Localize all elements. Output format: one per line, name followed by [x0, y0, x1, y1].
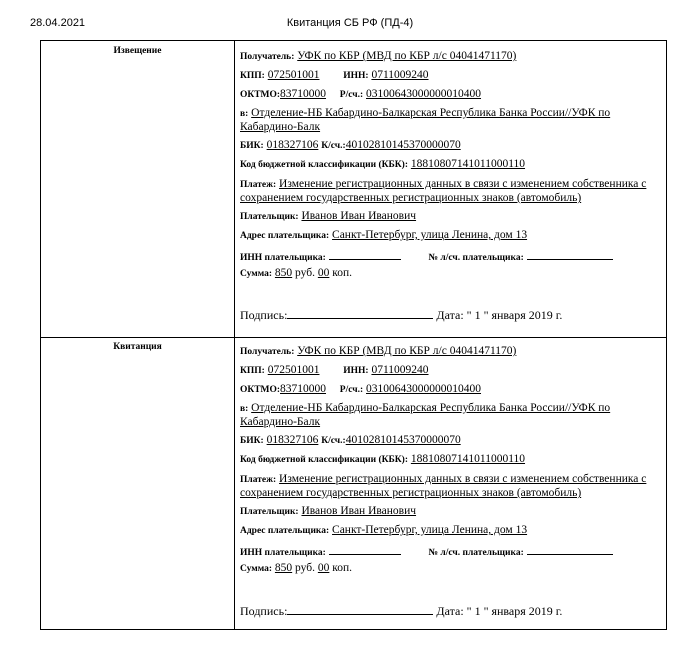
oktmo-account-line [240, 88, 481, 100]
payer-address-value: Санкт-Петербург, улица Ленина, дом 13 [332, 229, 528, 241]
kbk-value: 18810807141011000110 [410, 453, 526, 465]
signature-label: Подпись: [240, 604, 288, 618]
payer-account-label: № л/сч. плательщика: [428, 253, 524, 263]
signature-field[interactable] [287, 603, 433, 615]
kbk-value: 18810807141011000110 [410, 158, 526, 170]
sum-kop-value: 00 [317, 267, 330, 279]
bik-line [240, 434, 461, 446]
receipt-content [240, 337, 660, 629]
kbk-label: Код бюджетной классификации (КБК): [240, 160, 408, 170]
signature-label: Подпись: [240, 308, 288, 322]
payment-label: Платеж: [240, 475, 277, 485]
sum-line [240, 562, 352, 574]
inn-label: ИНН: [343, 366, 369, 376]
bank-value: Отделение-НБ Кабардино-Балкарская Республика Банка России//УФК по Кабардино-Балк [240, 402, 611, 428]
payer-inn-label: ИНН плательщика: [240, 548, 326, 558]
payer-label: Плательщик: [240, 212, 299, 222]
payer-inn-field[interactable] [329, 543, 401, 555]
signature-line [240, 603, 562, 619]
receipt-label: Квитанция [113, 342, 162, 352]
payment-value: Изменение регистрационных данных в связи с изменением собственника с сохранением государственных регистрационных знаков (автомобиль) [240, 178, 647, 204]
inn-label: ИНН: [343, 71, 369, 81]
date-value: " 1 " января 2019 [466, 604, 553, 618]
recipient-label: Получатель: [240, 347, 295, 357]
sum-rub-value: 850 [274, 562, 293, 574]
corr-account-value: 40102810145370000070 [345, 139, 461, 151]
year-suffix: г. [555, 604, 563, 618]
payer-ids-line [240, 543, 613, 558]
kop-label: коп. [332, 562, 353, 574]
oktmo-account-line [240, 383, 481, 395]
kbk-line [240, 158, 525, 170]
recipient-value: УФК по КБР (МВД по КБР л/с 04041471170) [297, 345, 517, 357]
payer-address-line [240, 524, 527, 536]
payer-account-label: № л/сч. плательщика: [428, 548, 524, 558]
payer-line [240, 505, 416, 517]
inn-value: 0711009240 [371, 364, 429, 376]
kpp-value: 072501001 [267, 364, 320, 376]
bank-label: в: [240, 109, 249, 119]
bik-label: БИК: [240, 436, 264, 446]
payer-line [240, 210, 416, 222]
sum-rub-value: 850 [274, 267, 293, 279]
kpp-label: КПП: [240, 71, 265, 81]
oktmo-value: 83710000 [280, 88, 327, 100]
sum-kop-value: 00 [317, 562, 330, 574]
sum-label: Сумма: [240, 564, 273, 574]
payer-inn-field[interactable] [329, 248, 401, 260]
payment-value: Изменение регистрационных данных в связи с изменением собственника с сохранением государственных регистрационных знаков (автомобиль) [240, 473, 647, 499]
kpp-label: КПП: [240, 366, 265, 376]
date-label: Дата: [436, 604, 464, 618]
year-suffix: г. [555, 308, 563, 322]
payment-receipt-form [40, 40, 667, 630]
notice-section [41, 41, 666, 338]
bank-line [240, 402, 660, 429]
receipt-label-column [41, 337, 235, 629]
inn-value: 0711009240 [371, 69, 429, 81]
corr-account-label: К/сч.: [321, 436, 346, 446]
kpp-value: 072501001 [267, 69, 320, 81]
bank-label: в: [240, 404, 249, 414]
bank-line [240, 107, 660, 134]
page-title: Квитанция СБ РФ (ПД-4) [286, 17, 414, 29]
oktmo-value: 83710000 [280, 383, 327, 395]
kop-label: коп. [332, 267, 353, 279]
notice-label: Извещение [113, 46, 162, 56]
recipient-value: УФК по КБР (МВД по КБР л/с 04041471170) [297, 50, 517, 62]
payer-ids-line [240, 248, 613, 263]
recipient-label: Получатель: [240, 52, 295, 62]
date-label: Дата: [436, 308, 464, 322]
corr-account-label: К/сч.: [321, 141, 346, 151]
kbk-line [240, 453, 525, 465]
kpp-inn-line [240, 69, 429, 81]
payer-address-label: Адрес плательщика: [240, 526, 330, 536]
payment-line [240, 178, 660, 205]
receipt-section [41, 337, 666, 629]
oktmo-label: ОКТМО: [240, 90, 281, 100]
payer-value: Иванов Иван Иванович [301, 210, 417, 222]
kbk-label: Код бюджетной классификации (КБК): [240, 455, 408, 465]
bik-value: 018327106 [266, 434, 319, 446]
signature-field[interactable] [287, 307, 433, 319]
payment-line [240, 473, 660, 500]
payer-account-field[interactable] [527, 248, 613, 260]
payer-inn-label: ИНН плательщика: [240, 253, 326, 263]
recipient-line [240, 345, 516, 357]
notice-content [240, 41, 660, 337]
signature-line [240, 307, 562, 323]
payer-account-field[interactable] [527, 543, 613, 555]
bik-label: БИК: [240, 141, 264, 151]
bik-line [240, 139, 461, 151]
account-value: 03100643000000010400 [366, 383, 482, 395]
sum-line [240, 267, 352, 279]
payer-address-line [240, 229, 527, 241]
kpp-inn-line [240, 364, 429, 376]
payment-label: Платеж: [240, 180, 277, 190]
page-header [0, 0, 700, 40]
bik-value: 018327106 [266, 139, 319, 151]
sum-label: Сумма: [240, 269, 273, 279]
notice-label-column [41, 41, 235, 337]
rub-label: руб. [295, 267, 315, 279]
print-date: 28.04.2021 [30, 17, 86, 29]
account-value: 03100643000000010400 [366, 88, 482, 100]
recipient-line [240, 50, 516, 62]
date-value: " 1 " января 2019 [466, 308, 553, 322]
payer-address-label: Адрес плательщика: [240, 231, 330, 241]
payer-label: Плательщик: [240, 507, 299, 517]
payer-address-value: Санкт-Петербург, улица Ленина, дом 13 [332, 524, 528, 536]
account-label: Р/сч.: [339, 385, 364, 395]
corr-account-value: 40102810145370000070 [345, 434, 461, 446]
account-label: Р/сч.: [339, 90, 364, 100]
rub-label: руб. [295, 562, 315, 574]
payer-value: Иванов Иван Иванович [301, 505, 417, 517]
bank-value: Отделение-НБ Кабардино-Балкарская Республика Банка России//УФК по Кабардино-Балк [240, 107, 611, 133]
oktmo-label: ОКТМО: [240, 385, 281, 395]
